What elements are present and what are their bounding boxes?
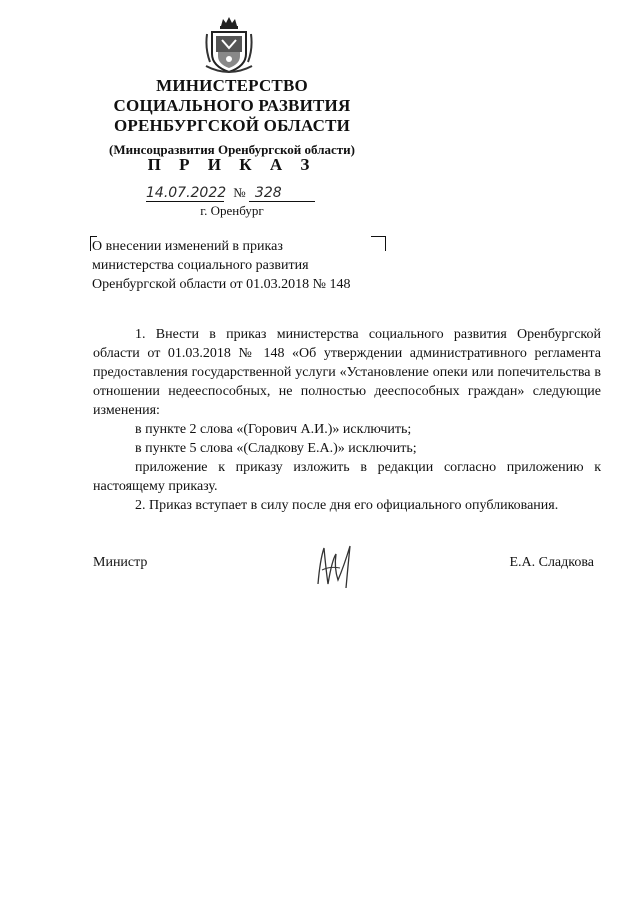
order-date: 14.07.2022 (146, 185, 227, 201)
order-subject (92, 237, 392, 294)
handwritten-signature (310, 540, 362, 592)
change-item-3: приложение к приказу изложить в редакции согласно приложению к настоящему приказу. (93, 460, 601, 494)
order-body (93, 325, 601, 515)
ministry-name-line-3: ОРЕНБУРГСКОЙ ОБЛАСТИ (113, 116, 351, 135)
change-item-1: в пункте 2 слова «(Горович А.И.)» исключить; (135, 422, 412, 437)
signer-role: Министр (93, 555, 148, 570)
body-paragraph-2: 2. Приказ вступает в силу после дня его официального опубликования. (135, 498, 559, 513)
ministry-header (92, 76, 372, 158)
subject-line-1: О внесении изменений в приказ (92, 239, 283, 254)
order-date-number-line (146, 185, 315, 202)
subject-line-3: Оренбургской области от 01.03.2018 № 148 (92, 277, 351, 292)
order-title: П Р И К А З (147, 155, 317, 174)
signer-name: Е.А. Сладкова (509, 555, 594, 570)
coat-of-arms-emblem (204, 14, 254, 76)
body-paragraph-1: 1. Внести в приказ министерства социального развития Оренбургской области от 01.03.2018 № 148 «Об утверждении административного регламента предоставления государственной услуги «Установление опеки или попечительства в отношении недееспособных, не полностью дееспособных граждан» следующие изменения: (93, 327, 601, 418)
ministry-abbreviation: (Минсоцразвития Оренбургской области) (109, 142, 355, 157)
subject-line-2: министерства социального развития (92, 258, 309, 273)
ministry-name-line-1: МИНИСТЕРСТВО (156, 76, 308, 95)
change-item-2: в пункте 5 слова «(Сладкову Е.А.)» исключить; (135, 441, 417, 456)
order-city: г. Оренбург (200, 203, 264, 218)
order-number: 328 (249, 185, 315, 202)
number-sign: № (233, 185, 246, 200)
ministry-name-line-2: СОЦИАЛЬНОГО РАЗВИТИЯ (113, 96, 351, 115)
